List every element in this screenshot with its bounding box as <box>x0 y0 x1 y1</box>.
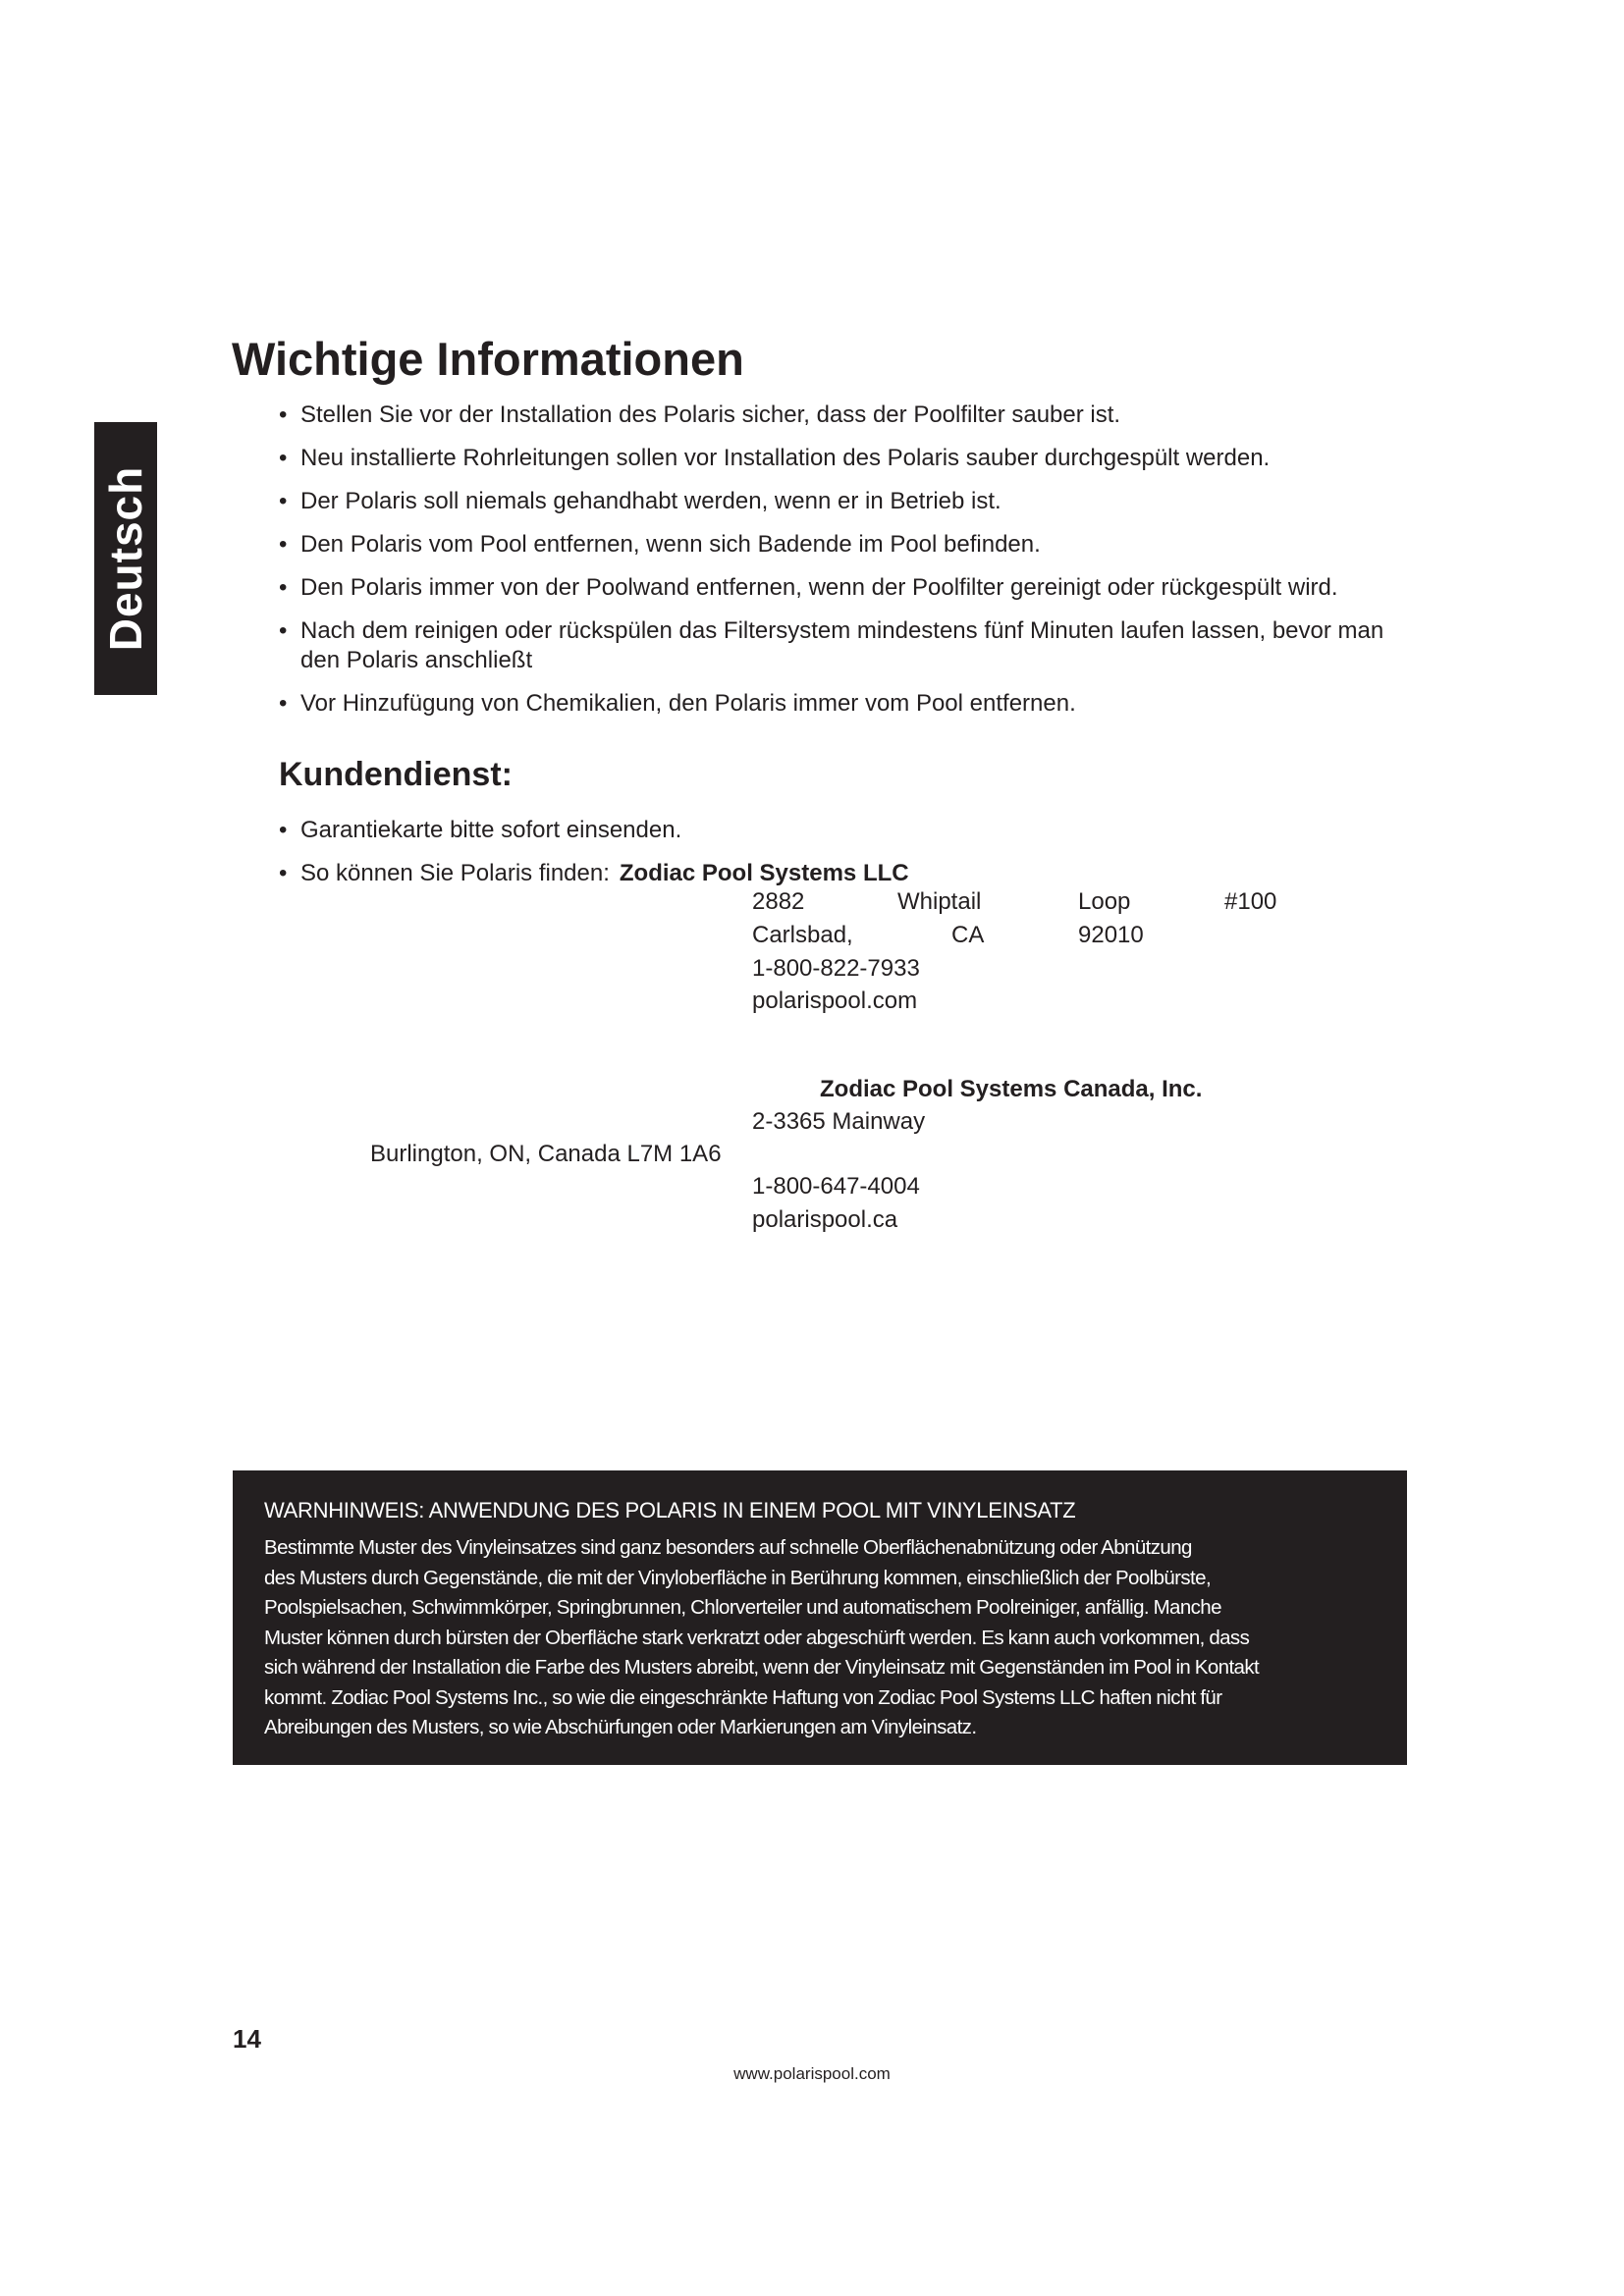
us-street-name: Whiptail <box>897 888 982 915</box>
warning-text <box>264 1533 1376 1743</box>
bullet-icon: • <box>279 574 288 601</box>
canada-city-line: Burlington, ON, Canada L7M 1A6 <box>370 1141 722 1167</box>
warning-line: Poolspielsachen, Schwimmkörper, Springbrunnen, Chlorverteiler und automatischem Poolreiniger, anfällig. Manche <box>264 1596 1221 1619</box>
section-title-customer-service: Kundendienst: <box>279 756 513 793</box>
list-item-text: Der Polaris soll niemals gehandhabt werden, wenn er in Betrieb ist. <box>300 488 1001 514</box>
bullet-icon: • <box>279 690 288 717</box>
list-item <box>279 816 1359 845</box>
list-item-text: Neu installierte Rohrleitungen sollen vor Installation des Polaris sauber durchgespült werden. <box>300 445 1271 471</box>
list-item-text: Den Polaris immer von der Poolwand entfernen, wenn der Poolfilter gereinigt oder rückgespült wird. <box>300 574 1338 601</box>
warning-line: Abreibungen des Musters, so wie Abschürfungen oder Markierungen am Vinyleinsatz. <box>264 1716 977 1738</box>
list-item <box>279 530 1418 560</box>
us-city: Carlsbad, <box>752 922 853 948</box>
language-tab <box>94 422 157 695</box>
us-website: polarispool.com <box>752 988 918 1014</box>
bullet-icon: • <box>279 488 288 514</box>
canada-street: 2-3365 Mainway <box>752 1108 926 1135</box>
bullet-icon: • <box>279 445 288 471</box>
section-title-important-info: Wichtige Informationen <box>232 333 744 385</box>
list-item <box>279 573 1418 603</box>
customer-service-list <box>279 816 1359 902</box>
warning-line: kommt. Zodiac Pool Systems Inc., so wie die eingeschränkte Haftung von Zodiac Pool Systems LLC haften nicht für <box>264 1685 1222 1709</box>
us-zip: 92010 <box>1078 922 1144 948</box>
bullet-icon: • <box>279 401 288 428</box>
bullet-icon: • <box>279 860 288 886</box>
bullet-icon: • <box>279 531 288 558</box>
page-number: 14 <box>233 2024 261 2054</box>
language-tab-label: Deutsch <box>100 465 151 652</box>
us-company-name: Zodiac Pool Systems LLC <box>619 860 909 886</box>
list-item-text: So können Sie Polaris finden: <box>300 860 610 886</box>
list-item-text: Den Polaris vom Pool entfernen, wenn sich Badende im Pool befinden. <box>300 531 1041 558</box>
list-item <box>279 487 1418 516</box>
us-street-number: 2882 <box>752 888 805 915</box>
warning-line: des Musters durch Gegenstände, die mit der Vinyloberfläche in Berührung kommen, einschließlich der Poolbürste, <box>264 1566 1212 1589</box>
important-info-list <box>279 400 1418 732</box>
us-state: CA <box>951 922 985 948</box>
list-item <box>279 689 1418 719</box>
warning-title: WARNHINWEIS: ANWENDUNG DES POLARIS IN EINEM POOL MIT VINYLEINSATZ <box>264 1498 1076 1522</box>
bullet-icon: • <box>279 617 288 644</box>
list-item-text: Garantiekarte bitte sofort einsenden. <box>300 817 682 843</box>
warning-line: sich während der Installation die Farbe des Musters abreibt, wenn der Vinyleinsatz mit Gegenständen im Pool in Kontakt <box>264 1656 1260 1679</box>
footer-url: www.polarispool.com <box>733 2064 891 2083</box>
list-item-text: Vor Hinzufügung von Chemikalien, den Polaris immer vom Pool entfernen. <box>300 690 1076 717</box>
list-item <box>279 400 1418 430</box>
us-phone: 1-800-822-7933 <box>752 955 920 982</box>
canada-phone: 1-800-647-4004 <box>752 1173 920 1200</box>
list-item <box>279 444 1418 473</box>
warning-line: Muster können durch bürsten der Oberfläche stark verkratzt oder abgeschürft werden. Es kann auch vorkommen, dass <box>264 1626 1250 1649</box>
canada-website: polarispool.ca <box>752 1206 898 1233</box>
list-item <box>279 859 1359 888</box>
bullet-icon: • <box>279 817 288 843</box>
canada-company-name: Zodiac Pool Systems Canada, Inc. <box>820 1076 1203 1102</box>
list-item-text: Nach dem reinigen oder rückspülen das Filtersystem mindestens fünf Minuten laufen lassen, bevor man den Polaris anschließt <box>300 617 1384 673</box>
warning-line: Bestimmte Muster des Vinyleinsatzes sind ganz besonders auf schnelle Oberflächenabnützung oder Abnützung <box>264 1536 1192 1559</box>
list-item-text: Stellen Sie vor der Installation des Polaris sicher, dass der Poolfilter sauber ist. <box>300 401 1121 428</box>
warning-box <box>233 1470 1407 1765</box>
list-item <box>279 616 1418 675</box>
us-street-type: Loop <box>1078 888 1131 915</box>
us-suite: #100 <box>1224 888 1277 915</box>
